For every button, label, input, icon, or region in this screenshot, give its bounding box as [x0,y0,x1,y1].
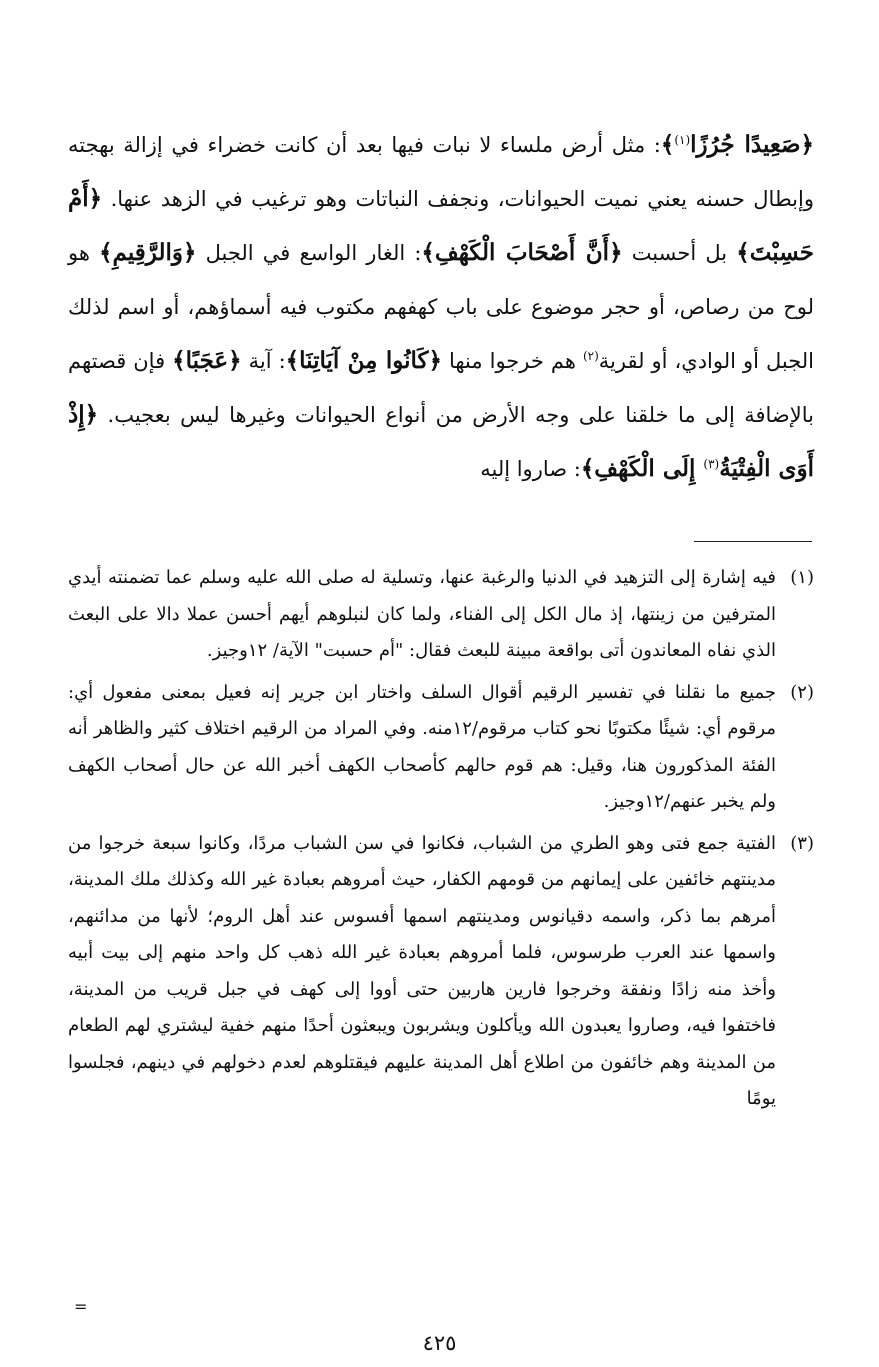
quran-phrase: ﴿صَعِيدًا جُرُزًا [690,131,815,158]
footnote-text: جميع ما نقلنا في تفسير الرقيم أقوال السلف واختار ابن جرير إنه فعيل بمعنى مفعول أي: مرقوم أي: شيئًا مكتوبًا نحو كتاب مرقوم/١٢منه. وفي المراد من الرقيم اختلاف كثير والظاهر أنه الفئة المذكورون هنا، وقيل: هم قوم حالهم كأصحاب الكهف أخبر الله عن حال أصحاب الكهف ولم يخبر عنهم/١٢وجيز. [68,681,776,812]
quran-phrase: ﴿أَمْ حَسِبْتَ﴾ [68,185,814,266]
footnote-number: (١) [790,567,814,588]
quran-phrase: ﴿إِذْ أَوَى الْفِتْيَةُ [68,401,814,482]
footnote-text: فيه إشارة إلى التزهيد في الدنيا والرغبة عنها، وتسلية له صلى الله عليه وسلم عما تضمنته أيدي المترفين من زينتها، إذ مال الكل إلى الفناء، ولما كان لنبلوهم أيهم أحسن عملا دالا على البعث الذي نفاه المعاندون أتى بواقعة مبينة للبعث فقال: "أم حسبت" الآية/ ١٢وجيز. [68,567,776,661]
footnote-reference: (٢) [582,349,599,363]
continuation-mark: = [74,1297,88,1316]
commentary-text: بل أحسبت [622,241,737,265]
commentary-text: : مثل أرض ملساء لا نبات فيها بعد أن كانت خضراء في إزالة بهجته وإبطال حسنه يعني نميت الحيوانات، ونجفف النباتات وهو ترغيب في الزهد عنها. [68,133,814,211]
commentary-text: فإن قصتهم بالإضافة إلى ما خلقنا على وجه الأرض من أنواع الحيوانات وغيرها ليس بعجيب. [68,349,814,427]
main-commentary-text [68,118,814,496]
quran-bracket: ﴾ [660,131,675,158]
footnote [68,675,814,821]
commentary-text: هو لوح من رصاص، أو حجر موضوع على باب كهفهم مكتوب فيه أسماؤهم، أو اسم لذلك الجبل أو الوادي، أو لقرية [68,241,815,373]
quran-phrase: إِلَى الْكَهْفِ﴾ [580,455,704,482]
quran-phrase: ﴿أَنَّ أَصْحَابَ الْكَهْفِ﴾ [421,239,623,266]
footnotes-section [68,560,814,1123]
commentary-paragraph [68,118,814,496]
page-number: ٤٢٥ [422,1331,457,1355]
footnote-reference: (٣) [703,457,720,471]
commentary-text: : آية [241,349,286,373]
footnote-number: (٣) [790,832,814,854]
footnote-text: الفتية جمع فتى وهو الطري من الشباب، فكانوا في سن الشباب مردًا، وكانوا سبعة خرجوا من مدينتهم خائفين على إيمانهم من قومهم الكفار، حيث أمروهم بعبادة غير الله وكذلك ملك المدينة، أمرهم بما ذكر، واسمه دقيانوس ومدينتهم اسمها أفسوس عند أهل الروم؛ لأنها من مدائنهم، واسمها عند العرب طرسوس، فلما أمروهم بعبادة غير الله ذهب كل واحد منهم إلى بيت أبيه وأخذ منه زادًا ونفقة وخرجوا فارين هاربين حتى أووا إلى كهف في جبل قريب من المدينة، فاختفوا فيه، وصاروا يعبدون الله ويأكلون ويشربون ويبعثون أحدًا منهم خفية ليشتري لهم الطعام من المدينة وهم خائفون من اطلاع أهل المدينة عليهم فيقتلوهم لعدم دخولهم في دينهم، فجلسوا يومًا [68,832,776,1109]
footnote [68,560,814,670]
commentary-text: : الغار الواسع في الجبل [196,241,422,265]
quran-phrase: ﴿وَالرَّقِيمِ﴾ [99,239,197,266]
commentary-text: هم خرجوا منها [441,349,583,373]
quran-phrase: ﴿عَجَبًا﴾ [172,347,242,374]
footnote-reference: (١) [674,133,691,147]
footnote-separator [694,541,812,542]
footnote-number: (٢) [790,681,814,703]
footnote [68,826,814,1118]
commentary-text: : صاروا إليه [480,457,581,481]
quran-phrase: ﴿كَانُوا مِنْ آيَاتِنَا﴾ [285,347,442,374]
